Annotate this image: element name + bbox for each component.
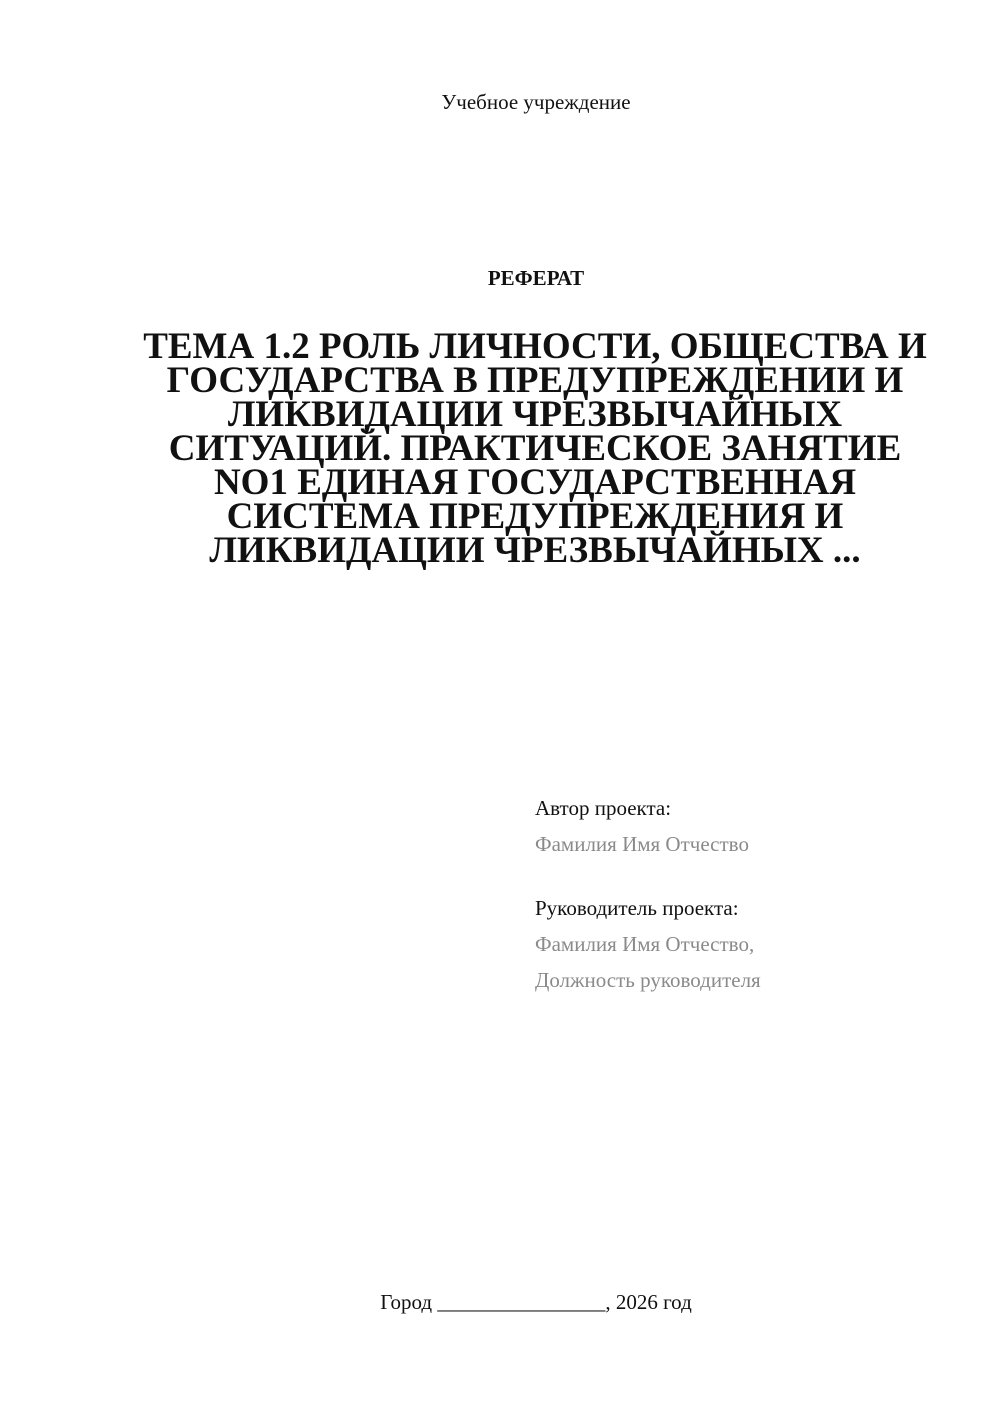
credits-section [535, 790, 975, 998]
institution-name: Учебное учреждение [441, 90, 631, 114]
city-year-line: Город ________________, 2026 год [380, 1290, 692, 1314]
document-type-label: РЕФЕРАТ [487, 266, 585, 290]
supervisor-label: Руководитель проекта: [535, 896, 739, 920]
author-block [535, 790, 975, 862]
author-name: Фамилия Имя Отчество [535, 832, 749, 856]
author-label: Автор проекта: [535, 796, 672, 820]
supervisor-block [535, 890, 975, 998]
supervisor-position: Должность руководителя [535, 968, 761, 992]
document-title: ТЕМА 1.2 РОЛЬ ЛИЧНОСТИ, ОБЩЕСТВА И ГОСУДАРСТВА В ПРЕДУПРЕЖДЕНИИ И ЛИКВИДАЦИИ ЧРЕЗВЫЧАЙНЫХ СИТУАЦИЙ. ПРАКТИЧЕСКОЕ ЗАНЯТИЕ NO1 ЕДИНАЯ ГОСУДАРСТВЕННАЯ СИСТЕМА ПРЕДУПРЕЖДЕНИЯ И ЛИКВИДАЦИИ ЧРЕЗВЫЧАЙНЫХ ... [143, 326, 927, 571]
supervisor-name: Фамилия Имя Отчество, [535, 932, 755, 956]
